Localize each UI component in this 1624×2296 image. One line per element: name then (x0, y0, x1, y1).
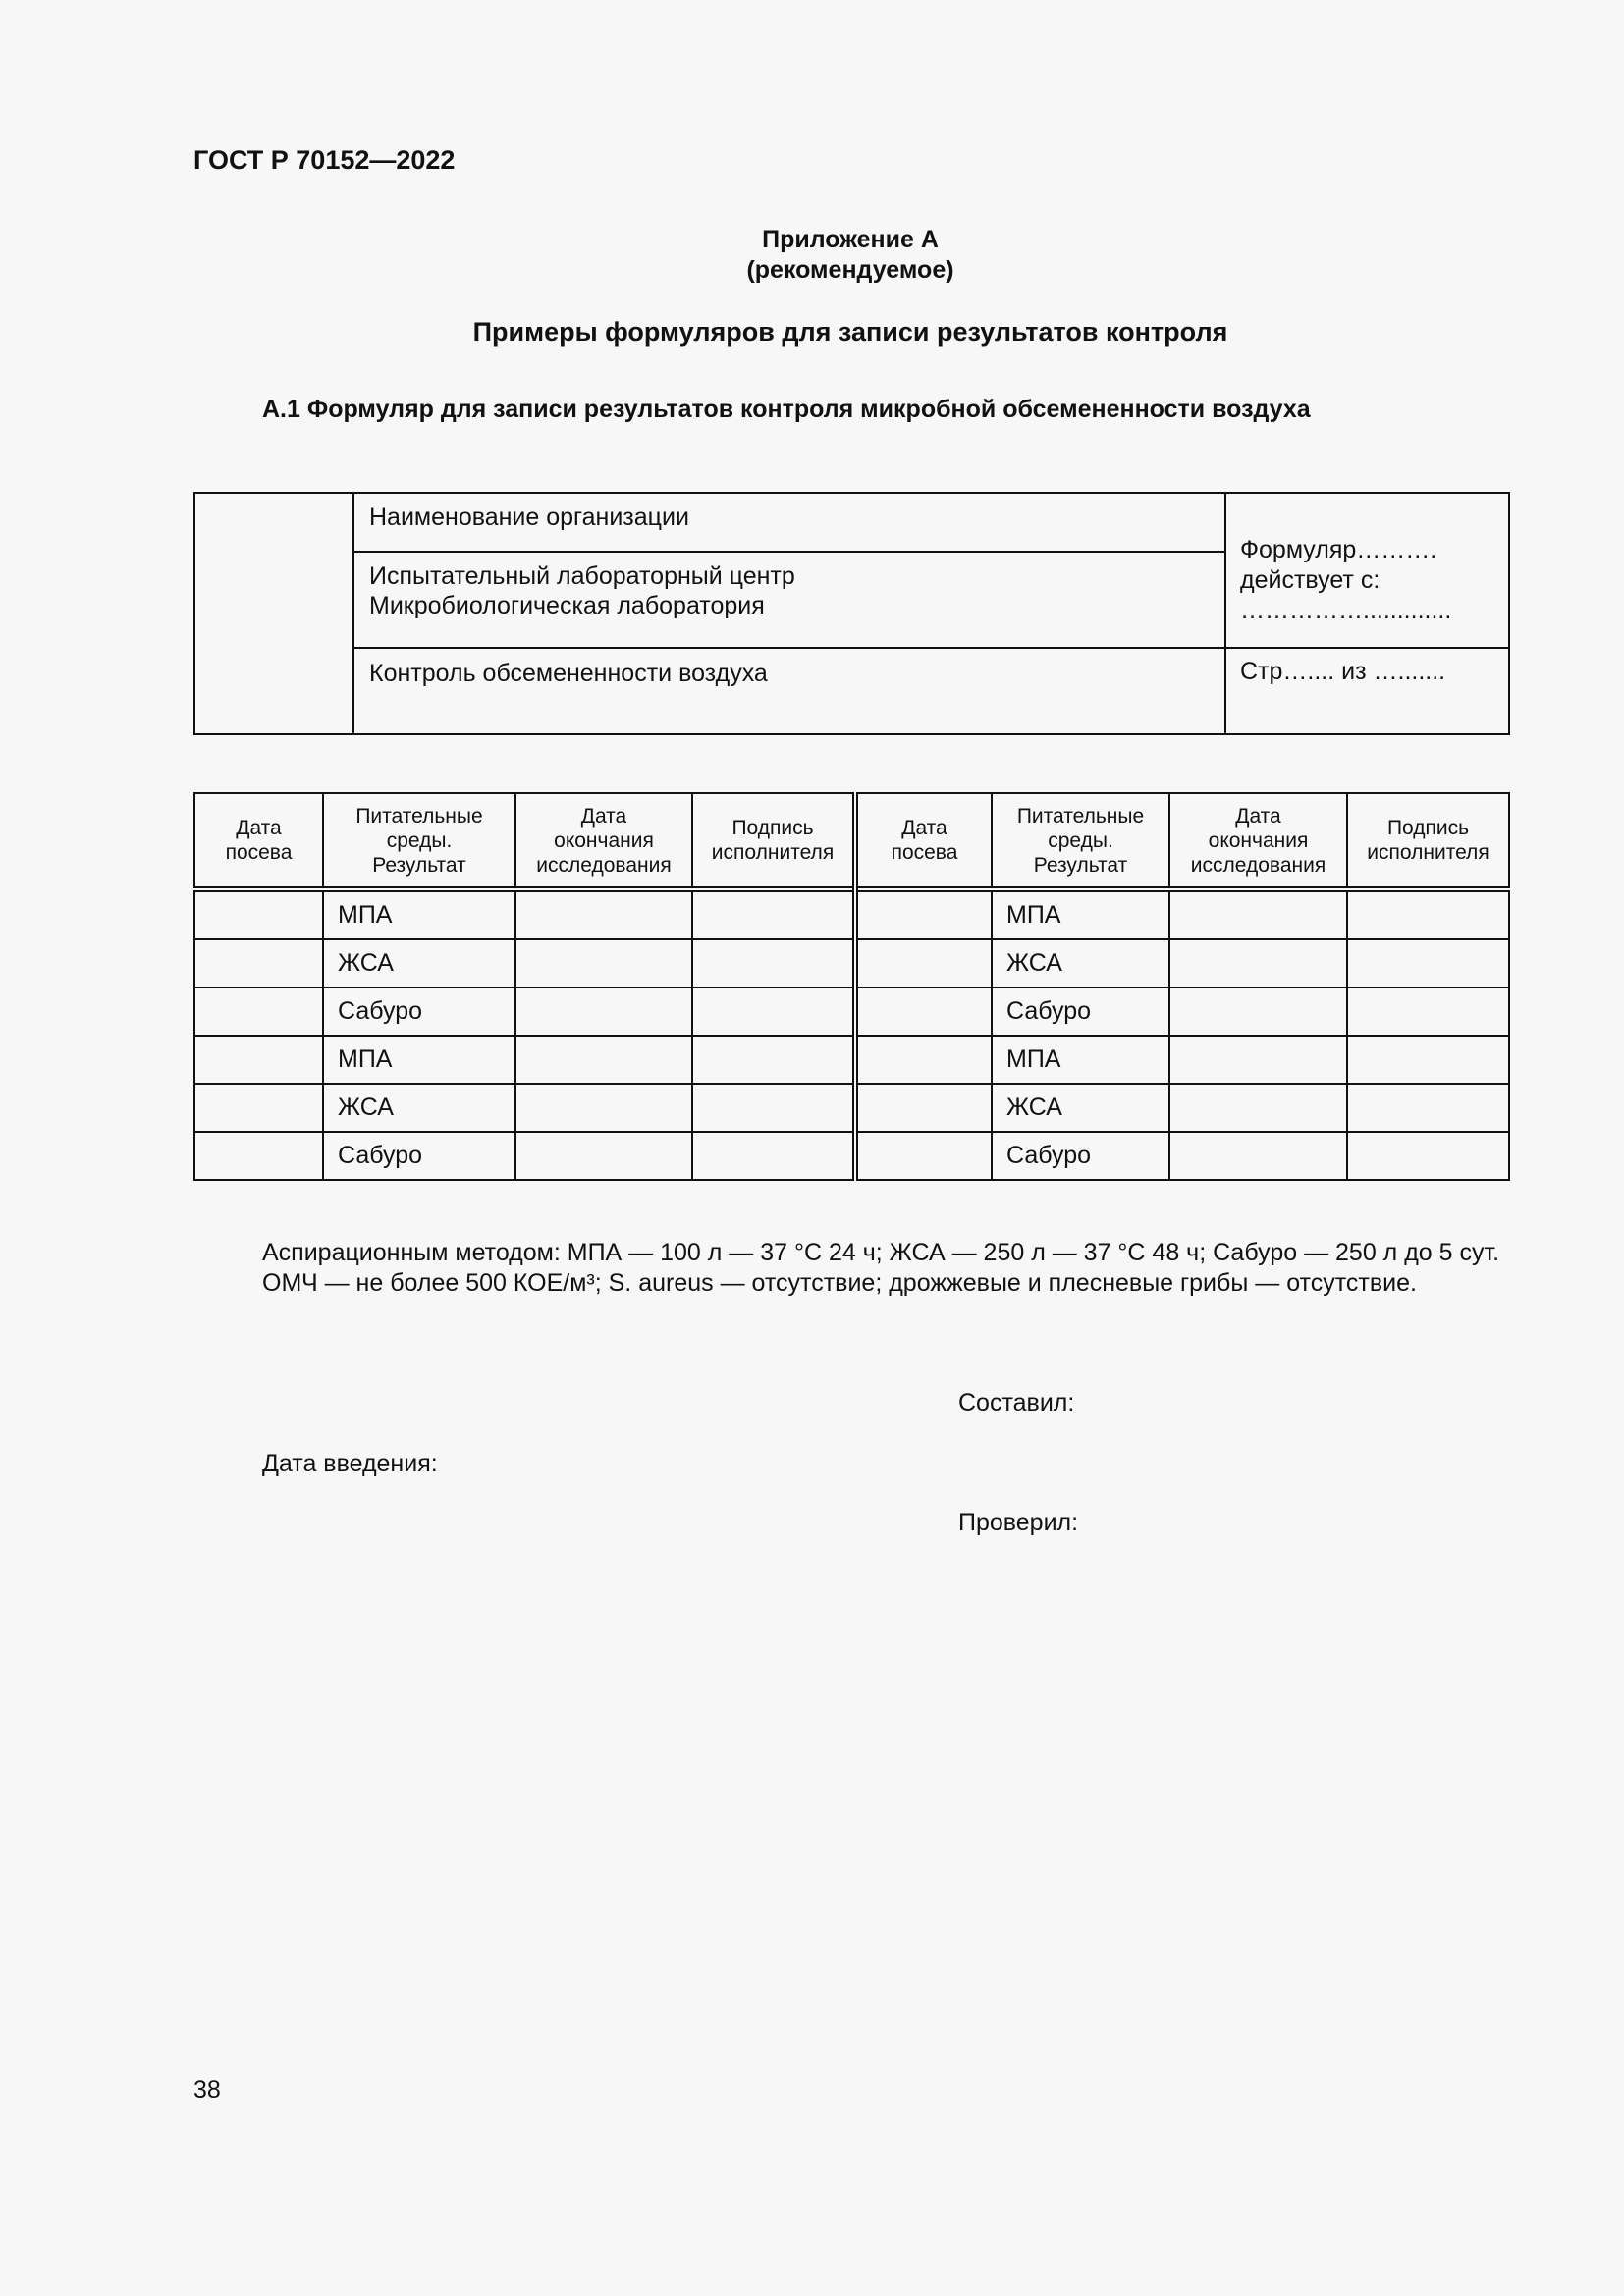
entry-cell[interactable] (855, 1084, 992, 1132)
column-header-line: Дата (1235, 804, 1281, 828)
column-header-line: исследования (536, 853, 672, 877)
entry-cell[interactable] (1347, 889, 1509, 939)
column-header (1347, 793, 1509, 889)
column-header-line: Результат (1033, 853, 1128, 877)
column-header (323, 793, 515, 889)
column-header-line: Питательные (1016, 804, 1145, 828)
table-row (194, 1036, 1509, 1084)
entry-cell[interactable] (855, 988, 992, 1036)
form-info-cell (1225, 493, 1509, 648)
entry-cell[interactable] (1169, 1036, 1347, 1084)
entry-cell[interactable] (515, 1132, 692, 1180)
entry-cell[interactable] (1347, 988, 1509, 1036)
annex-title: Приложение А (762, 226, 939, 253)
entry-cell[interactable] (1169, 1084, 1347, 1132)
medium-cell: МПА (992, 1036, 1169, 1084)
table-row (194, 889, 1509, 939)
results-log-table (193, 792, 1510, 1181)
entry-cell[interactable] (692, 988, 855, 1036)
medium-cell: ЖСА (323, 939, 515, 988)
entry-cell[interactable] (194, 1132, 323, 1180)
column-header-line: среды. (386, 828, 453, 852)
entry-cell[interactable] (1169, 889, 1347, 939)
column-header-line: Дата (236, 817, 282, 839)
form-valid-from: действует с: (1240, 565, 1380, 594)
column-header-line: Дата (901, 817, 947, 839)
lab-name: Микробиологическая лаборатория (369, 592, 765, 619)
entry-cell[interactable] (1169, 1132, 1347, 1180)
medium-cell: Сабуро (992, 988, 1169, 1036)
method-note: Аспирационным методом: МПА — 100 л — 37 °С 24 ч; ЖСА — 250 л — 37 °С 48 ч; Сабуро — 250 л до 5 сут. (262, 1239, 1500, 1266)
intro-date-label: Дата введения: (262, 1450, 438, 1477)
entry-cell[interactable] (194, 988, 323, 1036)
column-header-line: Подпись (1386, 817, 1470, 839)
examples-heading: Примеры формуляров для записи результатов контроля (472, 317, 1228, 347)
entry-cell[interactable] (1169, 939, 1347, 988)
column-header (992, 793, 1169, 889)
column-header-line: среды. (1048, 828, 1113, 852)
entry-cell[interactable] (855, 939, 992, 988)
column-header-line: Результат (372, 853, 466, 877)
medium-cell: МПА (992, 889, 1169, 939)
entry-cell[interactable] (692, 889, 855, 939)
column-header-line: Питательные (355, 804, 483, 828)
medium-cell: Сабуро (323, 988, 515, 1036)
entry-cell[interactable] (1347, 1084, 1509, 1132)
entry-cell[interactable] (692, 939, 855, 988)
table-header-row (194, 793, 1509, 889)
medium-cell: ЖСА (323, 1084, 515, 1132)
medium-cell: МПА (323, 1036, 515, 1084)
column-header-line: посева (891, 841, 958, 864)
entry-cell[interactable] (1347, 1036, 1509, 1084)
column-header (692, 793, 855, 889)
entry-cell[interactable] (194, 1036, 323, 1084)
entry-cell[interactable] (855, 1036, 992, 1084)
entry-cell[interactable] (692, 1132, 855, 1180)
entry-cell[interactable] (515, 1084, 692, 1132)
checked-by-label: Проверил: (958, 1509, 1079, 1536)
column-header-line: окончания (554, 828, 654, 852)
section-heading: А.1 Формуляр для записи результатов контроля микробной обсемененности воздуха (262, 396, 1311, 423)
column-header-line: посева (225, 841, 293, 864)
entry-cell[interactable] (855, 1132, 992, 1180)
column-header (1169, 793, 1347, 889)
page-number: 38 (193, 2076, 221, 2104)
organization-name: Наименование организации (369, 504, 689, 531)
annex-status: (рекомендуемое) (746, 256, 954, 284)
medium-cell: Сабуро (992, 1132, 1169, 1180)
table-row (194, 1132, 1509, 1180)
entry-cell[interactable] (194, 939, 323, 988)
column-header (855, 793, 992, 889)
entry-cell[interactable] (194, 889, 323, 939)
control-title-cell (353, 648, 1225, 734)
entry-cell[interactable] (855, 889, 992, 939)
column-header-line: окончания (1208, 828, 1309, 852)
column-header-line: исполнителя (711, 841, 835, 864)
entry-cell[interactable] (515, 889, 692, 939)
table-row (194, 1084, 1509, 1132)
compiled-by-label: Составил: (958, 1389, 1075, 1416)
lab-center-name: Испытательный лабораторный центр (369, 562, 795, 590)
medium-cell: ЖСА (992, 939, 1169, 988)
page-of: Стр….... из …....... (1240, 658, 1446, 685)
entry-cell[interactable] (1347, 1132, 1509, 1180)
entry-cell[interactable] (1169, 988, 1347, 1036)
entry-cell[interactable] (194, 1084, 323, 1132)
entry-cell[interactable] (515, 939, 692, 988)
entry-cell[interactable] (692, 1084, 855, 1132)
column-header (515, 793, 692, 889)
form-number: Формуляр………. (1240, 535, 1437, 563)
entry-cell[interactable] (692, 1036, 855, 1084)
document-code: ГОСТ Р 70152—2022 (193, 145, 456, 175)
medium-cell: ЖСА (992, 1084, 1169, 1132)
organization-cell (353, 493, 1225, 552)
entry-cell[interactable] (1347, 939, 1509, 988)
table-row (194, 939, 1509, 988)
column-header-line: исследования (1190, 853, 1326, 877)
column-header-line: Подпись (731, 817, 814, 839)
logo-cell (194, 493, 353, 734)
medium-cell: МПА (323, 889, 515, 939)
page-info-cell (1225, 648, 1509, 734)
lab-center-cell (353, 552, 1225, 648)
column-header-line: Дата (580, 804, 627, 828)
form-header-table (193, 492, 1510, 735)
norms-note: ОМЧ — не более 500 КОЕ/м³; S. aureus — отсутствие; дрожжевые и плесневые грибы — отсутствие. (262, 1269, 1417, 1297)
table-row (194, 988, 1509, 1036)
control-title: Контроль обсемененности воздуха (369, 660, 768, 687)
entry-cell[interactable] (515, 1036, 692, 1084)
medium-cell: Сабуро (323, 1132, 515, 1180)
form-valid-date: ……………............. (1240, 596, 1452, 624)
column-header (194, 793, 323, 889)
entry-cell[interactable] (515, 988, 692, 1036)
column-header-line: исполнителя (1367, 841, 1489, 864)
